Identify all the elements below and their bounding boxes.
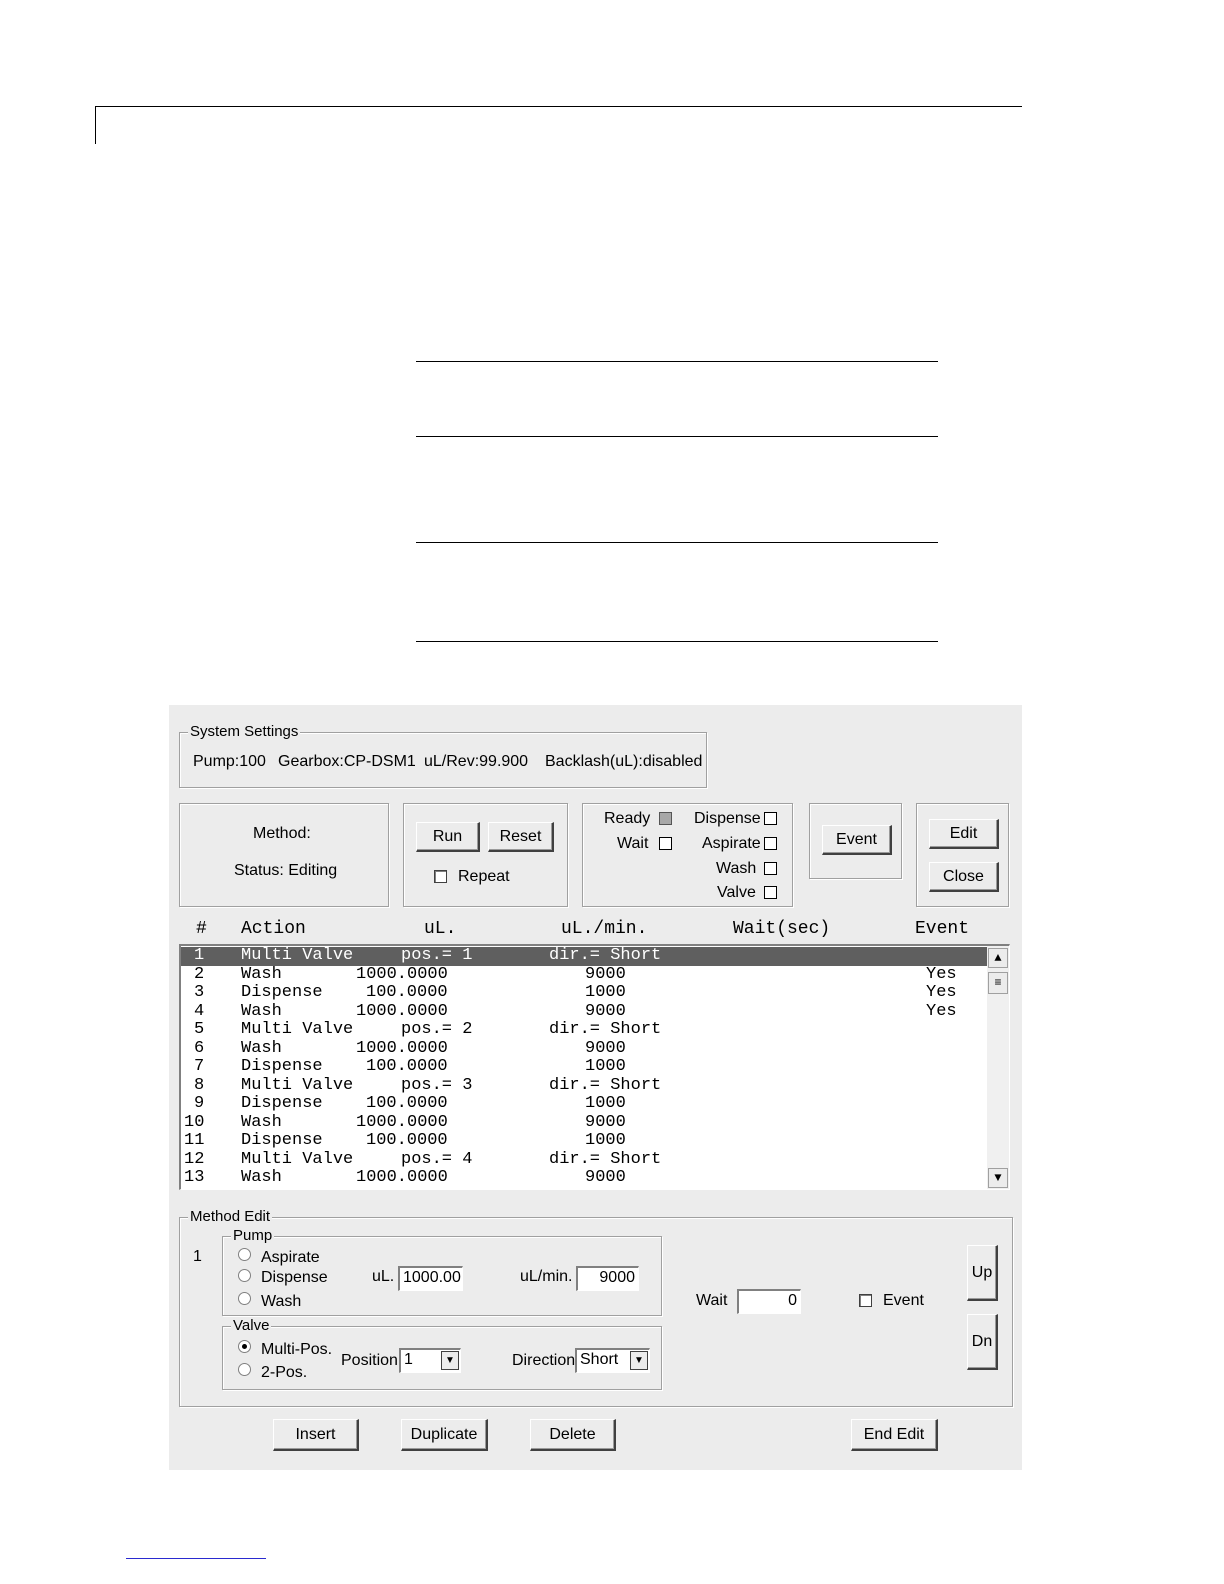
delete-button[interactable]: Delete: [530, 1419, 616, 1451]
table-rule-1: [416, 361, 938, 362]
row-action: Multi Valve: [241, 1149, 354, 1169]
row-rate: 1000: [585, 1057, 626, 1076]
event-button[interactable]: Event: [822, 825, 892, 855]
direction-select[interactable]: [575, 1348, 650, 1373]
table-row[interactable]: [181, 1058, 987, 1077]
edit-close-panel: [916, 803, 1009, 907]
position-select[interactable]: [399, 1348, 461, 1373]
event-checkbox[interactable]: [859, 1294, 872, 1307]
edit-button[interactable]: Edit: [929, 819, 999, 849]
wait-input[interactable]: 0: [737, 1289, 801, 1314]
footer-link-underline: [126, 1558, 266, 1559]
valve-legend: Valve: [233, 1317, 270, 1334]
ul-label: uL.: [372, 1268, 395, 1285]
row-rate: 9000: [585, 964, 626, 984]
two-pos-radio[interactable]: [238, 1363, 251, 1376]
run-panel: [403, 803, 568, 907]
row-rate: 9000: [585, 1038, 626, 1058]
table-row[interactable]: [181, 1077, 987, 1096]
row-action: Wash: [241, 1168, 282, 1187]
table-row[interactable]: [181, 966, 987, 985]
duplicate-button[interactable]: Duplicate: [401, 1419, 488, 1451]
backlash-setting: Backlash(uL):disabled: [545, 753, 703, 770]
col-rate: uL./min.: [561, 919, 648, 939]
row-action: Wash: [241, 1038, 282, 1058]
ul-input[interactable]: 1000.00: [398, 1266, 463, 1291]
system-settings-legend: System Settings: [190, 723, 299, 740]
aspirate-indicator: [764, 837, 777, 850]
row-action: Dispense: [241, 983, 323, 1002]
row-number: 5: [194, 1020, 205, 1039]
repeat-label: Repeat: [458, 868, 510, 885]
row-rate: 9000: [585, 1112, 626, 1132]
row-ul: 1000.0000: [356, 1168, 448, 1187]
table-rule-2: [416, 436, 938, 437]
row-action: Multi Valve: [241, 1075, 354, 1095]
step-number: 1: [193, 1248, 202, 1265]
pump-group: [222, 1227, 662, 1316]
row-number: 12: [184, 1149, 205, 1169]
move-down-button[interactable]: Dn: [967, 1314, 998, 1370]
chevron-down-icon[interactable]: ▼: [630, 1351, 648, 1370]
col-number: #: [196, 919, 207, 939]
multi-pos-radio[interactable]: [238, 1340, 251, 1353]
row-number: 6: [194, 1038, 205, 1058]
wait-indicator: [659, 837, 672, 850]
row-ul: 100.0000: [366, 1057, 448, 1076]
pump-setting: Pump:100: [193, 753, 266, 770]
row-action: Dispense: [241, 1131, 323, 1150]
aspirate-radio-label: Aspirate: [261, 1249, 320, 1266]
two-pos-label: 2-Pos.: [261, 1364, 308, 1381]
dispense-indicator: [764, 812, 777, 825]
row-action: Multi Valve: [241, 1020, 354, 1039]
row-rate: dir.= Short: [549, 946, 662, 965]
row-number: 2: [194, 964, 205, 984]
row-action: Wash: [241, 1001, 282, 1021]
row-ul: 1000.0000: [356, 1001, 448, 1021]
valve-indicator: [764, 886, 777, 899]
row-event: Yes: [926, 1001, 957, 1021]
col-wait: Wait(sec): [733, 919, 831, 939]
row-number: 10: [184, 1112, 205, 1132]
method-edit-legend: Method Edit: [190, 1208, 271, 1225]
col-event: Event: [915, 919, 970, 939]
row-number: 11: [184, 1131, 205, 1150]
dispense-label: Dispense: [694, 810, 761, 827]
header-rule-vertical: [95, 106, 96, 144]
row-action: Multi Valve: [241, 946, 354, 965]
table-row[interactable]: [181, 947, 987, 966]
ready-indicator: [659, 812, 672, 825]
row-number: 7: [194, 1057, 205, 1076]
method-steps-list[interactable]: [179, 944, 1010, 1190]
repeat-checkbox[interactable]: [434, 870, 447, 883]
row-rate: dir.= Short: [549, 1149, 662, 1169]
scroll-up-icon[interactable]: ▲: [988, 948, 1008, 968]
dispense-radio[interactable]: [238, 1269, 251, 1282]
aspirate-radio[interactable]: [238, 1248, 251, 1261]
row-number: 13: [184, 1168, 205, 1187]
wait-label: Wait: [617, 835, 649, 852]
row-number: 9: [194, 1094, 205, 1113]
row-ul: pos.= 4: [401, 1149, 473, 1169]
row-ul: pos.= 3: [401, 1075, 473, 1095]
table-row[interactable]: [181, 1114, 987, 1133]
direction-value: Short: [580, 1351, 619, 1368]
row-number: 8: [194, 1075, 205, 1095]
row-ul: pos.= 1: [401, 946, 473, 965]
col-action: Action: [241, 919, 306, 939]
rate-input[interactable]: 9000: [576, 1266, 639, 1291]
table-row[interactable]: [181, 1169, 987, 1188]
dispense-radio-label: Dispense: [261, 1269, 328, 1286]
table-row[interactable]: [181, 1040, 987, 1059]
scroll-down-icon[interactable]: ▼: [988, 1168, 1008, 1188]
row-ul: 100.0000: [366, 1094, 448, 1113]
ul-rev-setting: uL/Rev:99.900: [424, 753, 529, 770]
table-rule-3: [416, 542, 938, 543]
chevron-down-icon[interactable]: ▼: [441, 1351, 459, 1370]
row-rate: 9000: [585, 1001, 626, 1021]
aspirate-label: Aspirate: [702, 835, 761, 852]
row-ul: 1000.0000: [356, 1038, 448, 1058]
method-status-panel: [179, 803, 389, 907]
multi-pos-label: Multi-Pos.: [261, 1341, 333, 1358]
row-ul: pos.= 2: [401, 1020, 473, 1039]
event-panel: [809, 803, 902, 879]
wash-indicator: [764, 862, 777, 875]
ready-label: Ready: [604, 810, 651, 827]
row-ul: 1000.0000: [356, 1112, 448, 1132]
row-action: Wash: [241, 964, 282, 984]
table-row[interactable]: [181, 1003, 987, 1022]
list-header: [169, 919, 1022, 941]
method-label: Method:: [253, 825, 311, 842]
table-row[interactable]: [181, 1151, 987, 1170]
reset-button[interactable]: Reset: [488, 822, 554, 852]
row-action: Dispense: [241, 1057, 323, 1076]
method-edit-group: [179, 1208, 1013, 1407]
table-row[interactable]: [181, 1132, 987, 1151]
scroll-thumb[interactable]: ≡: [988, 972, 1008, 994]
row-rate: 9000: [585, 1168, 626, 1187]
valve-group: [222, 1317, 662, 1390]
wash-radio[interactable]: [238, 1292, 251, 1305]
position-value: 1: [404, 1351, 413, 1368]
row-rate: dir.= Short: [549, 1075, 662, 1095]
row-action: Wash: [241, 1112, 282, 1132]
end-edit-button[interactable]: End Edit: [851, 1419, 938, 1451]
wash-radio-label: Wash: [261, 1293, 302, 1310]
row-number: 1: [194, 946, 205, 965]
row-ul: 100.0000: [366, 1131, 448, 1150]
pump-legend: Pump: [233, 1227, 273, 1244]
table-row[interactable]: [181, 1095, 987, 1114]
header-rule: [95, 106, 1022, 107]
row-event: Yes: [926, 983, 957, 1002]
row-number: 4: [194, 1001, 205, 1021]
valve-label: Valve: [717, 884, 756, 901]
table-rule-4: [416, 641, 938, 642]
position-label: Position: [341, 1352, 398, 1369]
row-ul: 1000.0000: [356, 964, 448, 984]
event-checkbox-label: Event: [883, 1292, 924, 1309]
status-text: Status: Editing: [234, 862, 338, 879]
table-row[interactable]: [181, 984, 987, 1003]
row-rate: 1000: [585, 1094, 626, 1113]
row-rate: 1000: [585, 1131, 626, 1150]
run-button[interactable]: Run: [416, 822, 480, 852]
row-rate: 1000: [585, 983, 626, 1002]
table-row[interactable]: [181, 1021, 987, 1040]
gearbox-setting: Gearbox:CP-DSM1: [278, 753, 416, 770]
move-up-button[interactable]: Up: [967, 1245, 998, 1301]
col-ul: uL.: [424, 919, 457, 939]
method-dialog: [169, 705, 1022, 1470]
wait-field-label: Wait: [696, 1292, 728, 1309]
row-event: Yes: [926, 964, 957, 984]
row-rate: dir.= Short: [549, 1020, 662, 1039]
row-number: 3: [194, 983, 205, 1002]
system-settings-group: [179, 723, 707, 788]
list-scrollbar[interactable]: [987, 946, 1009, 1190]
rate-label: uL/min.: [520, 1268, 573, 1285]
row-ul: 100.0000: [366, 983, 448, 1002]
insert-button[interactable]: Insert: [273, 1419, 359, 1451]
row-action: Dispense: [241, 1094, 323, 1113]
direction-label: Direction: [512, 1352, 576, 1369]
status-indicators-panel: [582, 803, 793, 907]
wash-label: Wash: [716, 860, 757, 877]
close-button[interactable]: Close: [929, 862, 999, 892]
